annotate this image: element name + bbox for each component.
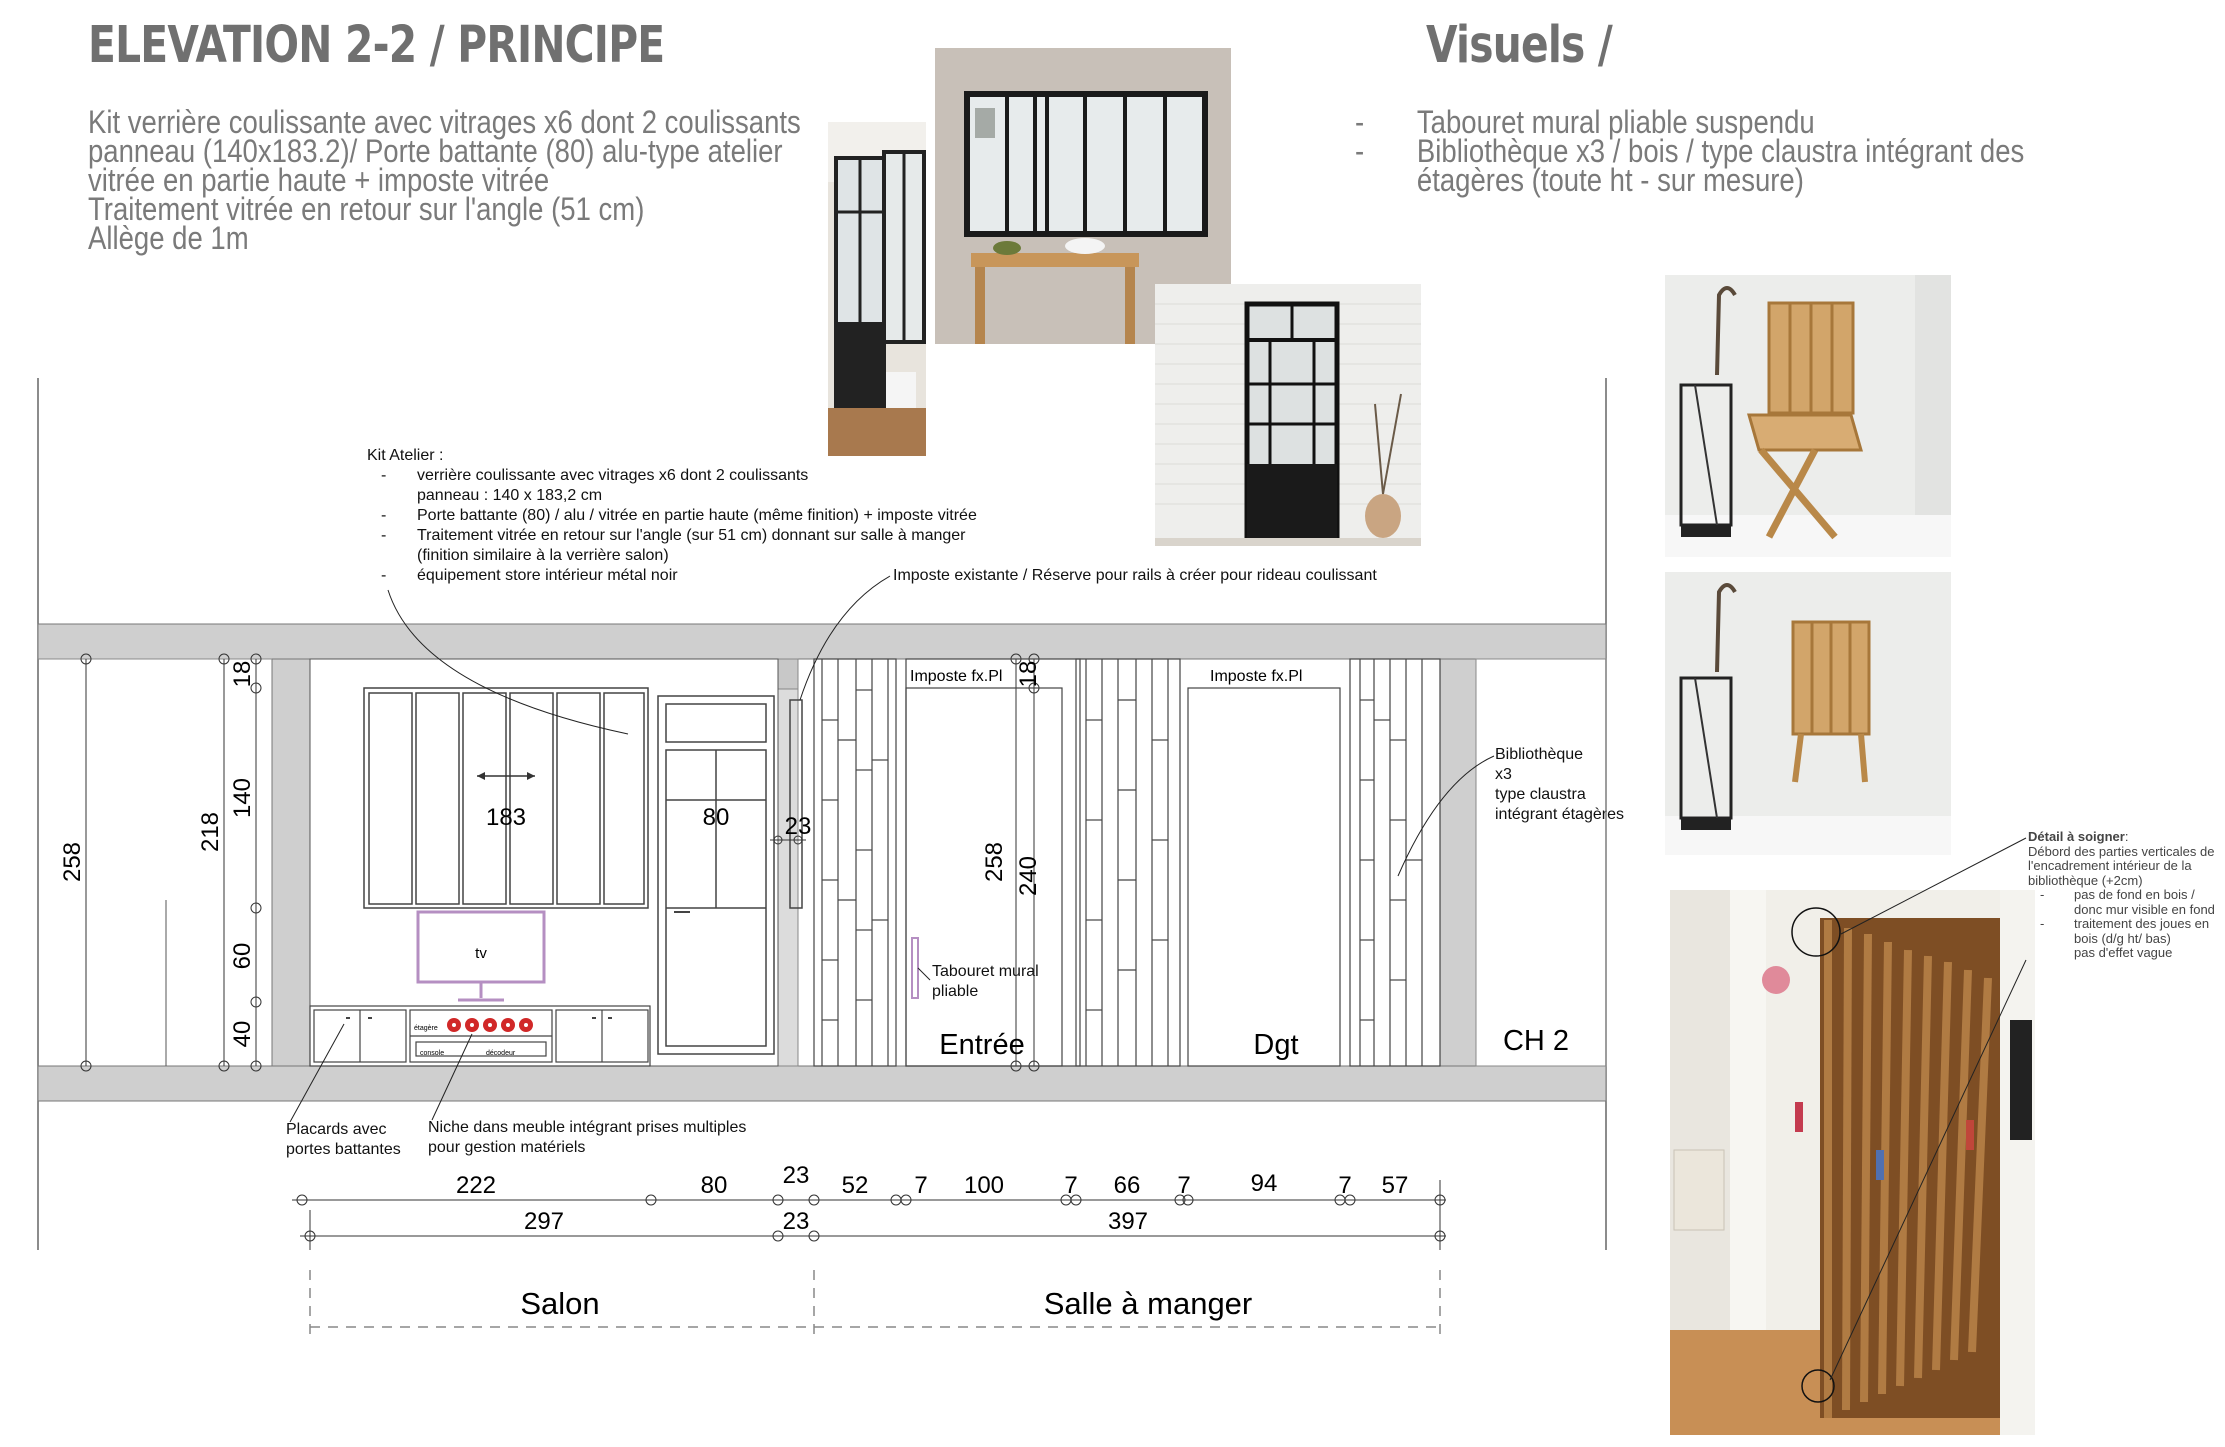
intro-line: panneau (140x183.2)/ Porte battante (80) alu-type atelier (88, 133, 783, 169)
intro-line: Kit verrière coulissante avec vitrages x6 dont 2 coulissants (88, 104, 801, 140)
dim-140: 140 (229, 777, 256, 819)
dims-row-2-labels (524, 1208, 1148, 1235)
zone-salle-a-manger: Salle à manger (1043, 1286, 1253, 1321)
list-bullet: - (2040, 916, 2045, 931)
list-bullet: - (381, 467, 387, 484)
porte-battante (658, 696, 774, 1054)
decodeur-label: décodeur (486, 1050, 516, 1057)
imposte-label-2: Imposte fx.Pl (1210, 668, 1303, 685)
dim-label: 100 (963, 1172, 1005, 1199)
room-entree: Entrée (939, 1029, 1025, 1061)
list-bullet: - (1355, 104, 1365, 140)
list-bullet: - (381, 567, 387, 584)
dim-label: 23 (782, 1208, 810, 1235)
visuels-title: Visuels / (1426, 16, 1613, 75)
dim-258-entree: 258 (981, 841, 1008, 883)
dim-label: 57 (1381, 1172, 1409, 1199)
vertical-dimension-lines (86, 659, 1034, 1066)
dim-label: 66 (1113, 1172, 1141, 1199)
etagere-label: étagère (414, 1025, 438, 1032)
note-line: portes battantes (286, 1141, 401, 1158)
dim-258-left: 258 (59, 841, 86, 883)
detail-line: Débord des parties verticales de (2028, 843, 2215, 859)
kit-line: Traitement vitrée en retour sur l'angle (sur 51 cm) donnant sur salle à manger (417, 527, 966, 544)
detail-line: bibliothèque (+2cm) (2028, 872, 2143, 888)
detail-title: Détail à soigner (2028, 829, 2125, 844)
note-line: pour gestion matériels (428, 1139, 586, 1156)
wall-pillar-right (1440, 659, 1476, 1066)
dim-18-entree: 18 (1015, 660, 1042, 688)
dim-60: 60 (229, 942, 256, 970)
porte-dgt (1188, 688, 1340, 1066)
note-line: Placards avec (286, 1121, 387, 1138)
dims-row-1-labels (456, 1162, 1408, 1199)
zone-salon: Salon (520, 1286, 600, 1321)
list-bullet: - (381, 507, 387, 524)
dim-183: 183 (485, 804, 527, 831)
tv-label: tv (475, 945, 487, 962)
detail-line: traitement des joues en (2074, 916, 2210, 931)
floor-slab (38, 1066, 1606, 1101)
room-dgt: Dgt (1253, 1029, 1299, 1061)
list-bullet: - (1355, 133, 1365, 169)
detail-title-suffix: : (2124, 829, 2129, 844)
list-bullet: - (2040, 887, 2045, 902)
dim-label: 297 (523, 1208, 565, 1235)
dim-218: 218 (197, 811, 224, 853)
kit-line: (finition similaire à la verrière salon) (417, 547, 669, 564)
bibliotheque-2 (1076, 659, 1180, 1066)
dim-label: 7 (914, 1172, 928, 1199)
meuble-tv (310, 1006, 650, 1066)
imposte-existante-note: Imposte existante / Réserve pour rails à créer pour rideau coulissant (893, 567, 1377, 584)
dim-40: 40 (229, 1020, 256, 1048)
note-line: pliable (932, 983, 979, 1000)
detail-line: donc mur visible en fond (2074, 901, 2215, 917)
dim-label: 7 (1177, 1172, 1191, 1199)
list-bullet: - (381, 527, 387, 544)
visuels-item: Bibliothèque x3 / bois / type claustra intégrant des (1416, 133, 2025, 169)
intro-line: Traitement vitrée en retour sur l'angle (51 cm) (88, 191, 645, 227)
page-title: ELEVATION 2-2 / PRINCIPE (88, 16, 665, 75)
note-line: intégrant étagères (1495, 806, 1624, 823)
dim-label: 80 (700, 1172, 728, 1199)
verriere-kit (364, 688, 648, 908)
ceiling-slab (38, 624, 1606, 659)
note-line: Tabouret mural (932, 963, 1039, 980)
dim-label: 397 (1107, 1208, 1149, 1235)
detail-line: pas de fond en bois / (2074, 887, 2195, 902)
dim-240: 240 (1015, 855, 1042, 897)
wall-pillar-left (272, 659, 310, 1066)
kit-line: équipement store intérieur métal noir (417, 567, 678, 584)
note-line: Bibliothèque (1495, 746, 1584, 763)
bibliotheque-1 (814, 659, 896, 1066)
dim-label: 52 (841, 1172, 869, 1199)
detail-line: bois (d/g ht/ bas) (2074, 930, 2171, 946)
intro-line: Allège de 1m (88, 220, 249, 256)
note-line: type claustra (1495, 786, 1586, 803)
dim-23-retour: 23 (784, 813, 812, 840)
bibliotheque-3 (1350, 659, 1440, 1066)
dim-80-door: 80 (702, 804, 730, 831)
salon-wall-frame (310, 659, 778, 1066)
detail-line: pas d'effet vague (2074, 945, 2173, 960)
tabouret-plie-drawing (912, 938, 918, 998)
dim-label: 222 (455, 1172, 497, 1199)
console-label: console (420, 1050, 445, 1057)
dim-18-left: 18 (229, 660, 256, 688)
dim-label: 23 (782, 1162, 810, 1189)
dim-label: 7 (1338, 1172, 1352, 1199)
wall-retour (778, 659, 798, 1066)
intro-line: vitrée en partie haute + imposte vitrée (88, 162, 550, 198)
kit-line: Porte battante (80) / alu / vitrée en partie haute (même finition) + imposte vitrée (417, 507, 977, 524)
imposte-label-1: Imposte fx.Pl (910, 668, 1003, 685)
note-line: Niche dans meuble intégrant prises multiples (428, 1119, 747, 1136)
visuels-item: Tabouret mural pliable suspendu (1416, 104, 1815, 140)
zone-brackets (310, 1270, 1440, 1336)
kit-title: Kit Atelier : (367, 447, 444, 464)
dim-label: 94 (1250, 1170, 1278, 1197)
kit-line: verrière coulissante avec vitrages x6 dont 2 coulissants (417, 467, 809, 484)
dim-label: 7 (1064, 1172, 1078, 1199)
visuels-item: étagères (toute ht - sur mesure) (1416, 162, 1804, 198)
room-ch2: CH 2 (1502, 1025, 1570, 1057)
kit-line: panneau : 140 x 183,2 cm (417, 487, 603, 504)
note-line: x3 (1495, 766, 1512, 783)
detail-line: l'encadrement intérieur de la (2028, 858, 2192, 873)
